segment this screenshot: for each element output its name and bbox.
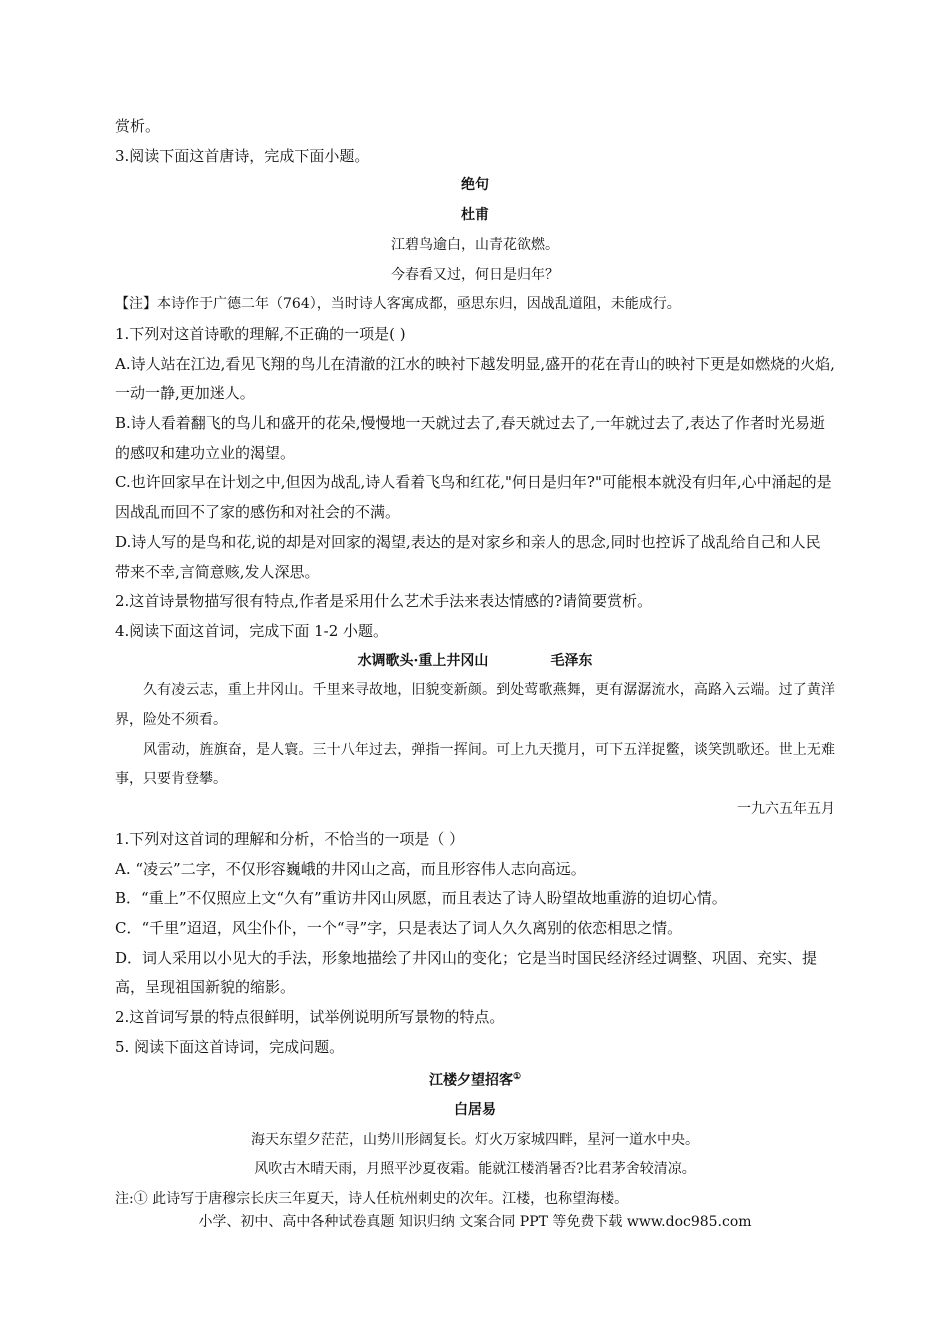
question-heading: 5. 阅读下面这首诗词，完成问题。 xyxy=(115,1037,345,1056)
ci-title-row xyxy=(115,647,835,677)
option-a: A.诗人站在江边,看见飞翔的鸟儿在清澈的江水的映衬下越发明显,盛开的花在青山的映衬下更是如燃烧的火焰,一动一静,更加迷人。 xyxy=(115,354,835,403)
poem-author: 杜甫 xyxy=(461,207,489,224)
document-page xyxy=(115,112,835,1215)
poem-title: 江楼夕望招客 xyxy=(428,1072,513,1089)
poem-title-row xyxy=(115,1063,835,1096)
option-d: D．词人采用以小见大的手法，形象地描绘了井冈山的变化；它是当时国民经济经过调整、巩固、充实、提高，呈现祖国新貌的缩影。 xyxy=(115,948,818,997)
option-d: D.诗人写的是鸟和花,说的却是对回家的渴望,表达的是对家乡和亲人的思念,同时也控诉了战乱给自己和人民带来不幸,言简意赅,发人深思。 xyxy=(115,532,821,581)
ci-stanza: 风雷动，旌旗奋，是人寰。三十八年过去，弹指一挥间。可上九天揽月，可下五洋捉鳖，谈笑凯歌还。世上无难事，只要肯登攀。 xyxy=(115,741,835,788)
poem-line: 风吹古木晴天雨，月照平沙夏夜霜。能就江楼消暑否?比君茅舍较清凉。 xyxy=(254,1161,696,1178)
ci-title: 水调歌头·重上井冈山 xyxy=(357,652,489,669)
ci-date: 一九六五年五月 xyxy=(737,801,835,818)
question-heading: 4.阅读下面这首词，完成下面 1-2 小题。 xyxy=(115,621,389,640)
page-footer: 小学、初中、高中各种试卷真题 知识归纳 文案合同 PPT 等免费下载 www.doc985.com xyxy=(198,1214,752,1230)
text-line: 赏析。 xyxy=(115,117,161,135)
question-item: 2.这首诗景物描写很有特点,作者是采用什么艺术手法来表达情感的?请简要赏析。 xyxy=(115,592,653,611)
option-b: B．“重上”不仅照应上文“久有”重访井冈山夙愿，而且表达了诗人盼望故地重游的迫切心情。 xyxy=(115,889,727,908)
ci-author: 毛泽东 xyxy=(550,652,593,669)
poem-note: 【注】本诗作于广德二年（764），当时诗人客寓成都，亟思东归，因战乱道阻，未能成行。 xyxy=(115,296,681,313)
poem-title: 绝句 xyxy=(461,177,489,194)
option-c: C．“千里”迢迢，风尘仆仆，一个“寻”字，只是表达了词人久久离别的依恋相思之情。 xyxy=(115,918,683,937)
question-heading: 3.阅读下面这首唐诗，完成下面小题。 xyxy=(115,146,370,165)
option-c: C.也许回家早在计划之中,但因为战乱,诗人看着飞鸟和红花,"何日是归年?"可能根本就没有归年,心中涌起的是因战乱而回不了家的感伤和对社会的不满。 xyxy=(115,473,832,522)
option-a: A. “凌云”二字，不仅形容巍峨的井冈山之高，而且形容伟人志向高远。 xyxy=(115,859,586,878)
poem-line: 江碧鸟逾白，山青花欲燃。 xyxy=(391,236,559,253)
question-item: 1.下列对这首词的理解和分析，不恰当的一项是（ ） xyxy=(115,829,465,848)
poem-line: 海天东望夕茫茫，山势川形阔复长。灯火万家城四畔，星河一道水中央。 xyxy=(251,1131,699,1148)
option-b: B.诗人看着翻飞的鸟儿和盛开的花朵,慢慢地一天就过去了,春天就过去了,一年就过去了,表达了作者时光易逝的感叹和建功立业的渴望。 xyxy=(115,414,825,462)
question-item: 1.下列对这首诗歌的理解,不正确的一项是( ) xyxy=(115,324,406,343)
ci-stanza: 久有凌云志，重上井冈山。千里来寻故地，旧貌变新颜。到处莺歌燕舞，更有潺潺流水，高路入云端。过了黄洋界，险处不须看。 xyxy=(115,682,835,729)
footnote-mark: ① xyxy=(512,1071,522,1082)
poem-note: 注:① 此诗写于唐穆宗长庆三年夏天，诗人任杭州刺史的次年。江楼，也称望海楼。 xyxy=(115,1190,629,1207)
poem-line: 今春看又过，何日是归年？ xyxy=(391,266,559,283)
question-item: 2.这首词写景的特点很鲜明，试举例说明所写景物的特点。 xyxy=(115,1008,505,1027)
poem-author: 白居易 xyxy=(454,1101,496,1118)
